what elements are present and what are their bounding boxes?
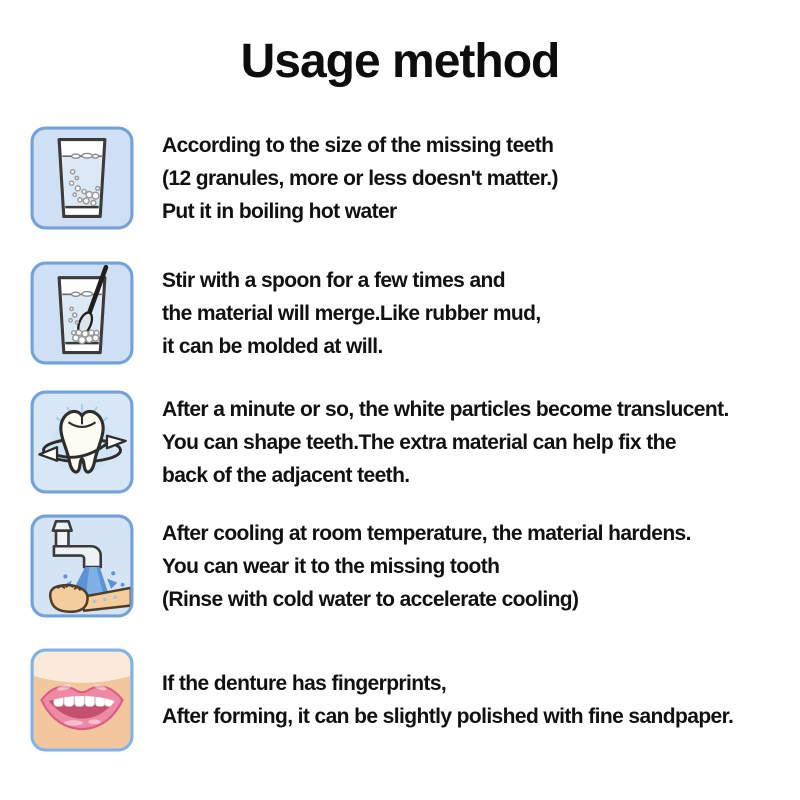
usage-step-3	[30, 390, 729, 494]
usage-step-4	[30, 514, 691, 618]
step-text	[162, 393, 729, 492]
step-text	[162, 517, 691, 616]
step-line: back of the adjacent teeth.	[162, 463, 410, 487]
step-line: You can wear it to the missing tooth	[162, 554, 500, 578]
step-line: Put it in boiling hot water	[162, 199, 397, 223]
step-line: Stir with a spoon for a few times and	[162, 268, 506, 292]
step-line: You can shape teeth.The extra material can help fix the	[162, 430, 676, 454]
step-line: After a minute or so, the white particles become translucent.	[162, 397, 729, 421]
page-title: Usage method	[240, 35, 560, 88]
step-line: the material will merge.Like rubber mud,	[162, 301, 541, 325]
step-line: After forming, it can be slightly polished with fine sandpaper.	[162, 705, 734, 728]
step-line: If the denture has fingerprints,	[162, 672, 447, 695]
faucet-rinse-hands-icon	[30, 514, 134, 618]
usage-step-2	[30, 261, 541, 365]
step-text	[162, 667, 733, 733]
glass-with-granules-icon	[30, 126, 134, 230]
step-line: (12 granules, more or less doesn't matter.)	[162, 166, 558, 190]
usage-step-1	[30, 126, 558, 230]
rotating-tooth-icon	[30, 390, 134, 494]
step-line: it can be molded at will.	[162, 334, 383, 358]
glass-with-spoon-icon	[30, 261, 134, 365]
smiling-mouth-icon	[30, 648, 134, 752]
usage-step-5	[30, 648, 733, 752]
step-line: After cooling at room temperature, the material hardens.	[162, 521, 691, 545]
step-line: According to the size of the missing teeth	[162, 133, 554, 157]
step-text	[162, 129, 558, 228]
step-text	[162, 264, 541, 363]
step-line: (Rinse with cold water to accelerate cooling)	[162, 587, 579, 611]
